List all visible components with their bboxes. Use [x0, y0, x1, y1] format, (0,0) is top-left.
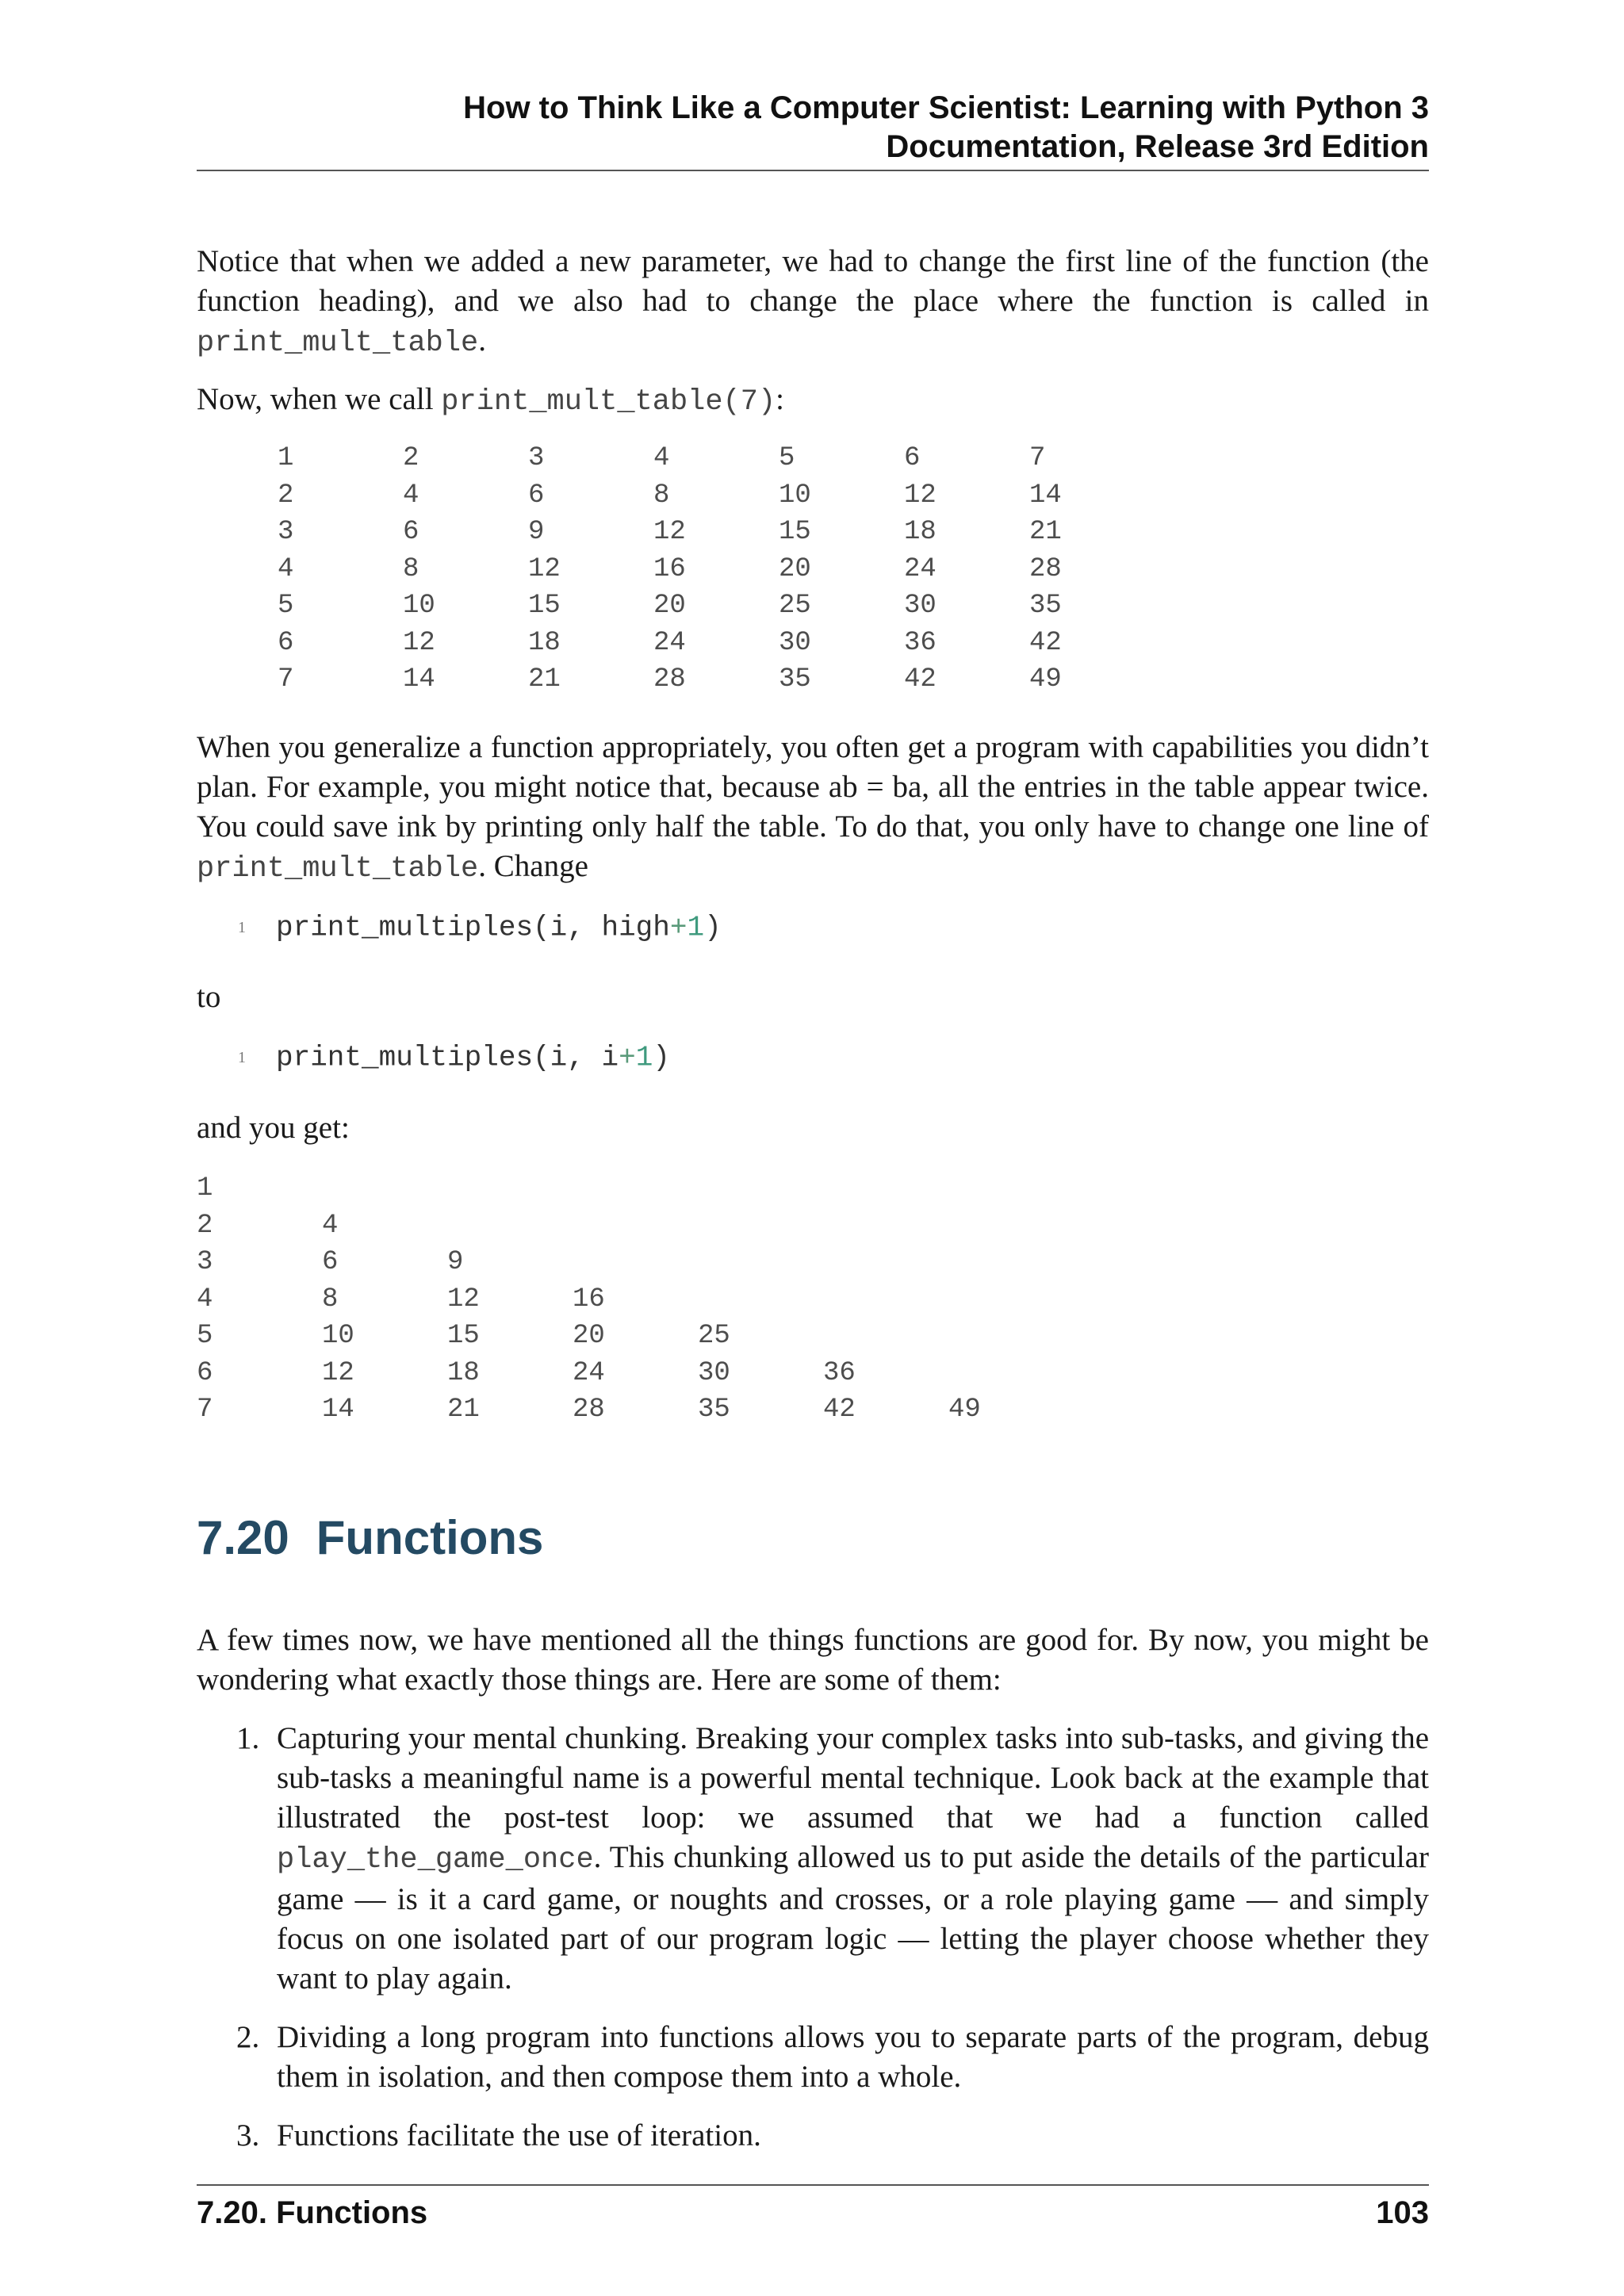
- paragraph-parameter-change: [197, 242, 1429, 363]
- table-cell: 1: [197, 1173, 213, 1203]
- table-row: [197, 1391, 1074, 1429]
- table-cell: 20: [779, 553, 811, 584]
- list-item: [197, 1719, 1429, 1999]
- code-operator: +: [619, 1041, 636, 1074]
- table-cell: 25: [698, 1321, 730, 1351]
- section-number: 7.20: [197, 1511, 289, 1564]
- table-cell: 15: [779, 517, 811, 547]
- table-cell: 3: [197, 1247, 213, 1277]
- paragraph-text: Notice that when we added a new parameter, we had to change the first line of the function (the function heading), and we also had to change the place where the function is called in: [197, 244, 1429, 318]
- table-cell: 42: [1029, 627, 1062, 658]
- table-cell: 8: [322, 1284, 339, 1314]
- code-operator: +: [669, 911, 688, 944]
- table-cell: 12: [447, 1284, 480, 1314]
- table-cell: 7: [1029, 443, 1046, 473]
- table-cell: 36: [904, 627, 936, 658]
- list-item-text: Dividing a long program into functions allows you to separate parts of the program, debug them in isolation, and then compose them into a whole.: [277, 2020, 1429, 2094]
- table-cell: 42: [904, 664, 936, 695]
- list-item: [197, 2116, 1429, 2156]
- table-cell: 6: [528, 480, 545, 511]
- table-row: [278, 477, 1155, 515]
- table-row: [278, 625, 1155, 662]
- table-cell: 7: [278, 664, 294, 695]
- table-cell: 21: [528, 664, 561, 695]
- inline-code: print_mult_table: [197, 852, 479, 886]
- table-row: [278, 661, 1155, 698]
- multiplication-table-half: [197, 1170, 1074, 1429]
- document-page: [197, 0, 1429, 2296]
- table-cell: 25: [779, 591, 811, 621]
- table-cell: 36: [823, 1357, 856, 1388]
- table-cell: 8: [403, 553, 419, 584]
- table-cell: 10: [322, 1321, 354, 1351]
- table-cell: 16: [573, 1284, 605, 1314]
- table-row: [197, 1244, 1074, 1281]
- inline-code: play_the_game_once: [277, 1843, 594, 1877]
- table-cell: 21: [1029, 517, 1062, 547]
- table-cell: 5: [278, 591, 294, 621]
- table-cell: 30: [904, 591, 936, 621]
- paragraph-you-get: and you get:: [197, 1111, 350, 1145]
- table-cell: 4: [403, 480, 419, 511]
- table-cell: 20: [653, 591, 686, 621]
- table-cell: 16: [653, 553, 686, 584]
- table-row: [197, 1170, 1074, 1207]
- list-item: [197, 2018, 1429, 2097]
- header-line-1: How to Think Like a Computer Scientist: Learning with Python 3: [463, 90, 1429, 125]
- table-cell: 21: [447, 1395, 480, 1425]
- table-cell: 24: [653, 627, 686, 658]
- code-block-modified: [238, 1039, 670, 1077]
- table-cell: 35: [779, 664, 811, 695]
- paragraph-text: Now, when we call: [197, 382, 442, 416]
- table-cell: 35: [1029, 591, 1062, 621]
- table-cell: 15: [447, 1321, 480, 1351]
- table-cell: 24: [904, 553, 936, 584]
- table-cell: 30: [698, 1357, 730, 1388]
- table-cell: 12: [528, 553, 561, 584]
- table-cell: 2: [278, 480, 294, 511]
- table-row: [278, 587, 1155, 625]
- table-cell: 18: [528, 627, 561, 658]
- table-cell: 49: [1029, 664, 1062, 695]
- table-cell: 12: [904, 480, 936, 511]
- table-cell: 4: [322, 1210, 339, 1241]
- footer-rule: [197, 2184, 1429, 2186]
- table-cell: 14: [322, 1395, 354, 1425]
- table-cell: 14: [403, 664, 435, 695]
- code-text: print_multiples(i, high: [276, 911, 670, 944]
- section-title: Functions: [316, 1511, 544, 1564]
- table-cell: 6: [904, 443, 921, 473]
- list-marker: 3.: [236, 2118, 260, 2152]
- table-cell: 15: [528, 591, 561, 621]
- table-cell: 3: [528, 443, 545, 473]
- paragraph-text-end: . Change: [478, 849, 588, 883]
- table-cell: 10: [779, 480, 811, 511]
- table-cell: 6: [197, 1357, 213, 1388]
- table-cell: 4: [653, 443, 670, 473]
- list-item-text: Functions facilitate the use of iteration.: [277, 2118, 761, 2152]
- list-marker: 1.: [236, 1721, 260, 1755]
- table-cell: 12: [322, 1357, 354, 1388]
- code-text: print_multiples(i, i: [276, 1041, 619, 1074]
- table-cell: 6: [322, 1247, 339, 1277]
- table-cell: 49: [948, 1395, 981, 1425]
- table-cell: 28: [1029, 553, 1062, 584]
- paragraph-text-end: :: [776, 382, 785, 416]
- paragraph-text: When you generalize a function appropriately, you often get a program with capabilities you didn’t plan. For example, you might notice that, because ab = ba, all the entries in the table appear twice. You could save ink by printing only half the table. To do that, you only have to change one line of: [197, 730, 1429, 844]
- table-row: [278, 440, 1155, 477]
- code-text-end: ): [704, 911, 722, 944]
- table-row: [197, 1355, 1074, 1392]
- table-cell: 30: [779, 627, 811, 658]
- running-header: [197, 89, 1429, 166]
- section-heading: [197, 1506, 543, 1570]
- table-cell: 14: [1029, 480, 1062, 511]
- paragraph-text-end: .: [478, 323, 487, 358]
- table-row: [278, 514, 1155, 551]
- multiplication-table-full: [278, 440, 1155, 698]
- code-number: 1: [635, 1041, 653, 1074]
- numbered-list: [197, 1719, 1429, 2156]
- table-row: [197, 1207, 1074, 1245]
- table-row: [197, 1281, 1074, 1318]
- table-cell: 42: [823, 1395, 856, 1425]
- table-row: [197, 1318, 1074, 1355]
- table-cell: 5: [197, 1321, 213, 1351]
- table-row: [278, 551, 1155, 588]
- code-text-end: ): [653, 1041, 670, 1074]
- table-cell: 8: [653, 480, 670, 511]
- table-cell: 12: [403, 627, 435, 658]
- paragraph-to: to: [197, 980, 221, 1014]
- table-cell: 28: [573, 1395, 605, 1425]
- table-cell: 6: [403, 517, 419, 547]
- list-marker: 2.: [236, 2020, 260, 2054]
- paragraph-generalize: [197, 728, 1429, 889]
- code-number: 1: [687, 911, 705, 944]
- table-cell: 35: [698, 1395, 730, 1425]
- code-block-original: [238, 909, 722, 947]
- header-line-2: Documentation, Release 3rd Edition: [886, 129, 1429, 164]
- table-cell: 10: [403, 591, 435, 621]
- table-cell: 3: [278, 517, 294, 547]
- table-cell: 2: [197, 1210, 213, 1241]
- table-cell: 20: [573, 1321, 605, 1351]
- table-cell: 6: [278, 627, 294, 658]
- table-cell: 4: [278, 553, 294, 584]
- table-cell: 9: [447, 1247, 464, 1277]
- table-cell: 2: [403, 443, 419, 473]
- inline-code: print_mult_table(7): [441, 385, 776, 419]
- table-cell: 28: [653, 664, 686, 695]
- table-cell: 4: [197, 1284, 213, 1314]
- footer-section-label: 7.20. Functions: [197, 2195, 428, 2230]
- table-cell: 9: [528, 517, 545, 547]
- table-cell: 24: [573, 1357, 605, 1388]
- table-cell: 18: [904, 517, 936, 547]
- table-cell: 5: [779, 443, 795, 473]
- paragraph-functions-intro: A few times now, we have mentioned all the things functions are good for. By now, you might be wondering what exactly those things are. Here are some of them:: [197, 1623, 1429, 1697]
- table-cell: 18: [447, 1357, 480, 1388]
- line-number: 1: [238, 1049, 246, 1066]
- list-item-text: Capturing your mental chunking. Breaking your complex tasks into sub-tasks, and giving the sub-tasks a meaningful name is a powerful mental technique. Look back at the example that illustrated the post-test loop: we assumed that we had a function called: [277, 1721, 1429, 1835]
- table-cell: 1: [278, 443, 294, 473]
- table-cell: 7: [197, 1395, 213, 1425]
- paragraph-call-intro: [197, 380, 1429, 422]
- inline-code: print_mult_table: [197, 327, 479, 360]
- table-cell: 12: [653, 517, 686, 547]
- header-rule: [197, 170, 1429, 171]
- list-item-text-rest: . This chunking allowed us to put aside the details of the particular game — is it a card game, or noughts and crosses, or a role playing game — and simply focus on one isolated part of our program logic — letting the player choose whether they want to play again.: [277, 1840, 1429, 1996]
- line-number: 1: [238, 919, 246, 936]
- page-number: 103: [1376, 2195, 1429, 2230]
